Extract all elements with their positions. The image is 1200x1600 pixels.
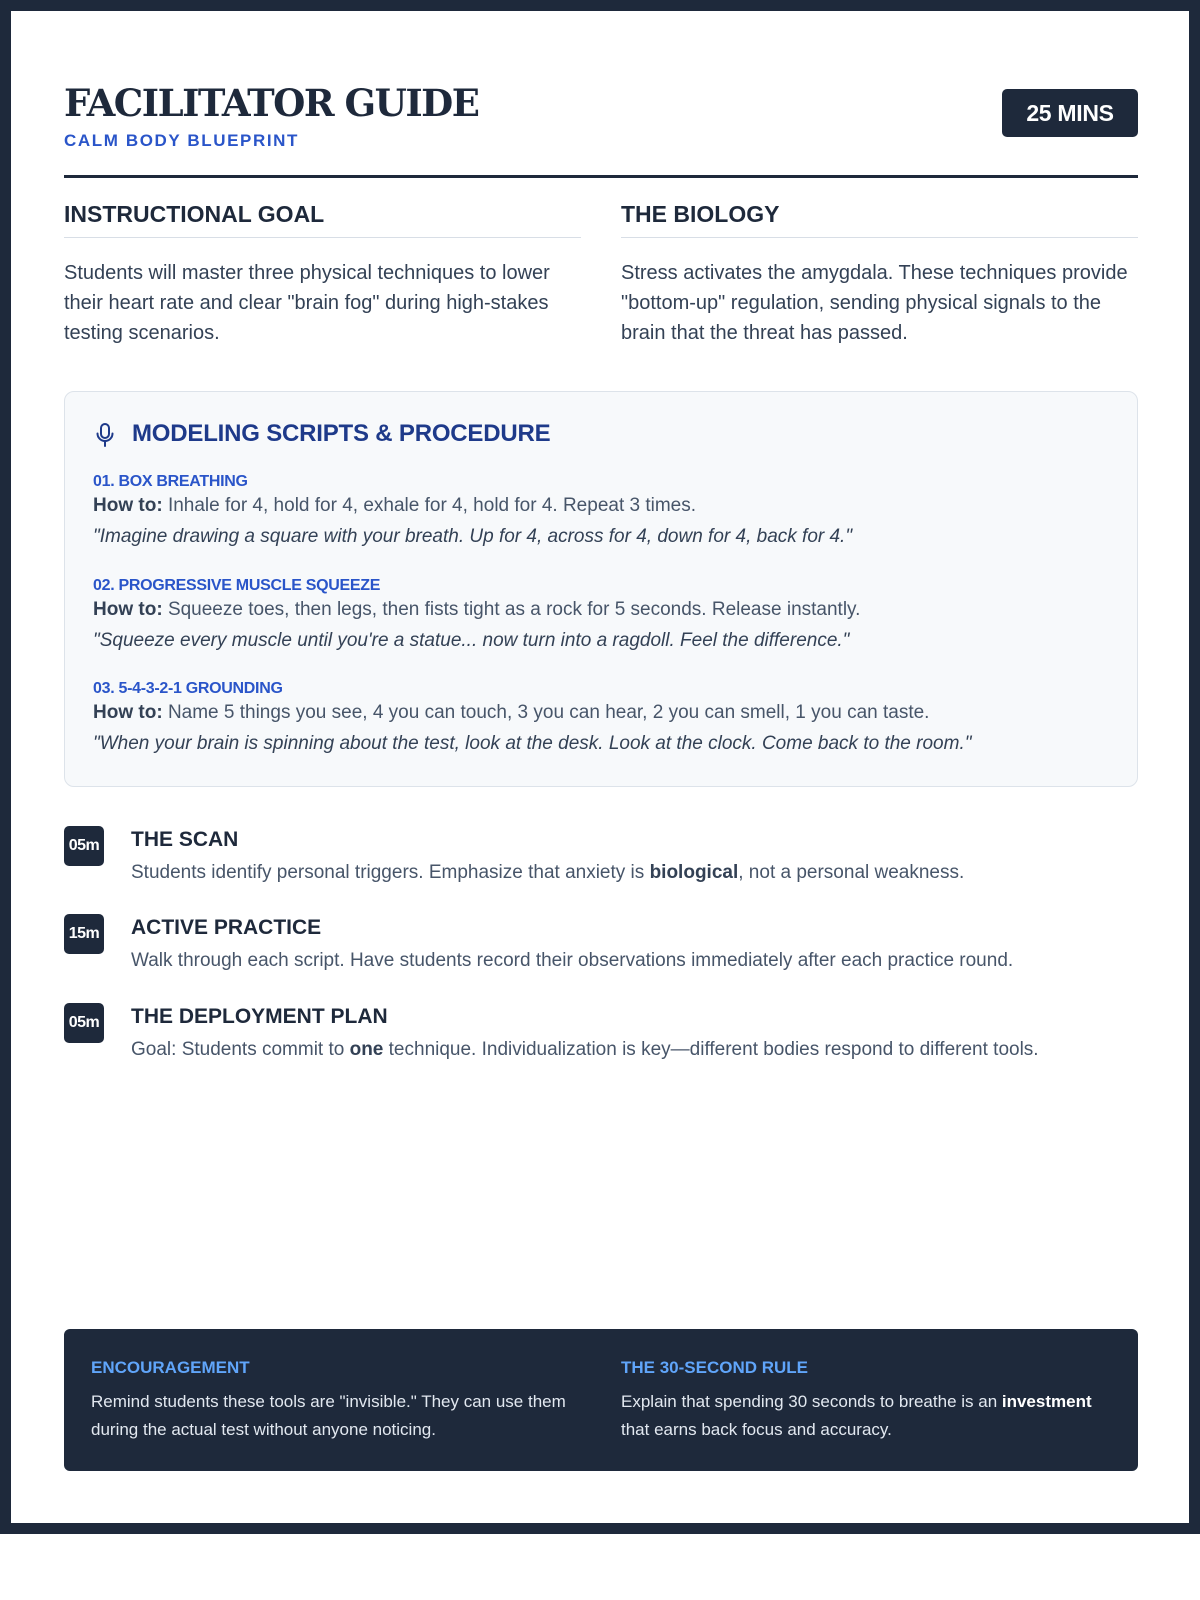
step-description-text: technique. Individualization is key—different bodies respond to different tools. [383, 1039, 1039, 1060]
step-description-emphasis: one [349, 1039, 384, 1060]
time-badge: 05m [64, 826, 104, 866]
instructional-goal-section [64, 199, 581, 348]
script-item [93, 472, 1113, 550]
biology-heading: THE BIOLOGY [621, 199, 1138, 238]
script-quote: "When your brain is spinning about the test, look at the desk. Look at the clock. Come back to the room." [93, 733, 972, 754]
tips-footer [64, 1329, 1138, 1471]
step-description: Walk through each script. Have students record their observations immediately after each practice round. [131, 950, 1014, 971]
page-title: FACILITATOR GUIDE [64, 81, 479, 125]
instructional-goal-heading: INSTRUCTIONAL GOAL [64, 199, 581, 238]
step-description-text: , not a personal weakness. [738, 862, 965, 883]
script-label: 01. BOX BREATHING [93, 473, 248, 490]
biology-text: Stress activates the amygdala. These techniques provide "bottom-up" regulation, sending physical signals to the brain that the threat has passed. [621, 262, 1128, 344]
step-title: THE SCAN [131, 828, 239, 851]
thirty-second-rule-tip [621, 1357, 1111, 1444]
modeling-scripts-title: MODELING SCRIPTS & PROCEDURE [132, 420, 551, 447]
instructional-goal-text: Students will master three physical techniques to lower their heart rate and clear "brain fog" during high-stakes testing scenarios. [64, 262, 550, 344]
step-description [131, 1035, 1136, 1065]
script-item [93, 679, 1113, 757]
script-how-to [93, 493, 1113, 519]
step-title: THE DEPLOYMENT PLAN [131, 1005, 388, 1028]
script-how-text: Name 5 things you see, 4 you can touch, 3 you can hear, 2 you can smell, 1 you can taste. [167, 702, 930, 723]
tip-label: ENCOURAGEMENT [91, 1358, 250, 1377]
step-description-text: Goal: Students commit to [131, 1039, 350, 1060]
how-to-prefix: How to: [93, 702, 163, 723]
how-to-prefix: How to: [93, 495, 163, 516]
encouragement-tip [91, 1357, 581, 1444]
time-badge: 05m [64, 1003, 104, 1043]
script-how-to [93, 700, 1113, 726]
duration-badge: 25 MINS [1002, 89, 1138, 137]
step-description-text: Students identify personal triggers. Emphasize that anxiety is [131, 862, 650, 883]
tip-text-emphasis: investment [1001, 1392, 1092, 1411]
script-label: 02. PROGRESSIVE MUSCLE SQUEEZE [93, 577, 381, 594]
tip-label: THE 30-SECOND RULE [621, 1358, 809, 1377]
step-description [131, 858, 1136, 888]
biology-section [621, 199, 1138, 348]
time-badge: 15m [64, 914, 104, 954]
document-page [11, 11, 1189, 1523]
step-description-emphasis: biological [649, 862, 739, 883]
script-how-text: Inhale for 4, hold for 4, exhale for 4, hold for 4. Repeat 3 times. [167, 495, 697, 516]
modeling-scripts-card [64, 391, 1138, 787]
step-title: ACTIVE PRACTICE [131, 916, 322, 939]
tip-text [621, 1388, 1111, 1444]
script-item [93, 576, 1113, 654]
script-how-text: Squeeze toes, then legs, then fists tight as a rock for 5 seconds. Release instantly. [167, 599, 861, 620]
how-to-prefix: How to: [93, 599, 163, 620]
page-subtitle: CALM BODY BLUEPRINT [64, 131, 300, 150]
guide-header [64, 77, 1138, 178]
script-how-to [93, 597, 1113, 623]
tip-text-part: Explain that spending 30 seconds to breathe is an [621, 1392, 1002, 1411]
tip-text-part: that earns back focus and accuracy. [621, 1420, 892, 1439]
script-quote: "Squeeze every muscle until you're a statue... now turn into a ragdoll. Feel the difference." [93, 630, 850, 651]
script-label: 03. 5-4-3-2-1 GROUNDING [93, 680, 283, 697]
tip-text: Remind students these tools are "invisible." They can use them during the actual test without anyone noticing. [91, 1392, 566, 1439]
microphone-icon [93, 422, 117, 448]
script-quote: "Imagine drawing a square with your breath. Up for 4, across for 4, down for 4, back for 4." [93, 526, 853, 547]
